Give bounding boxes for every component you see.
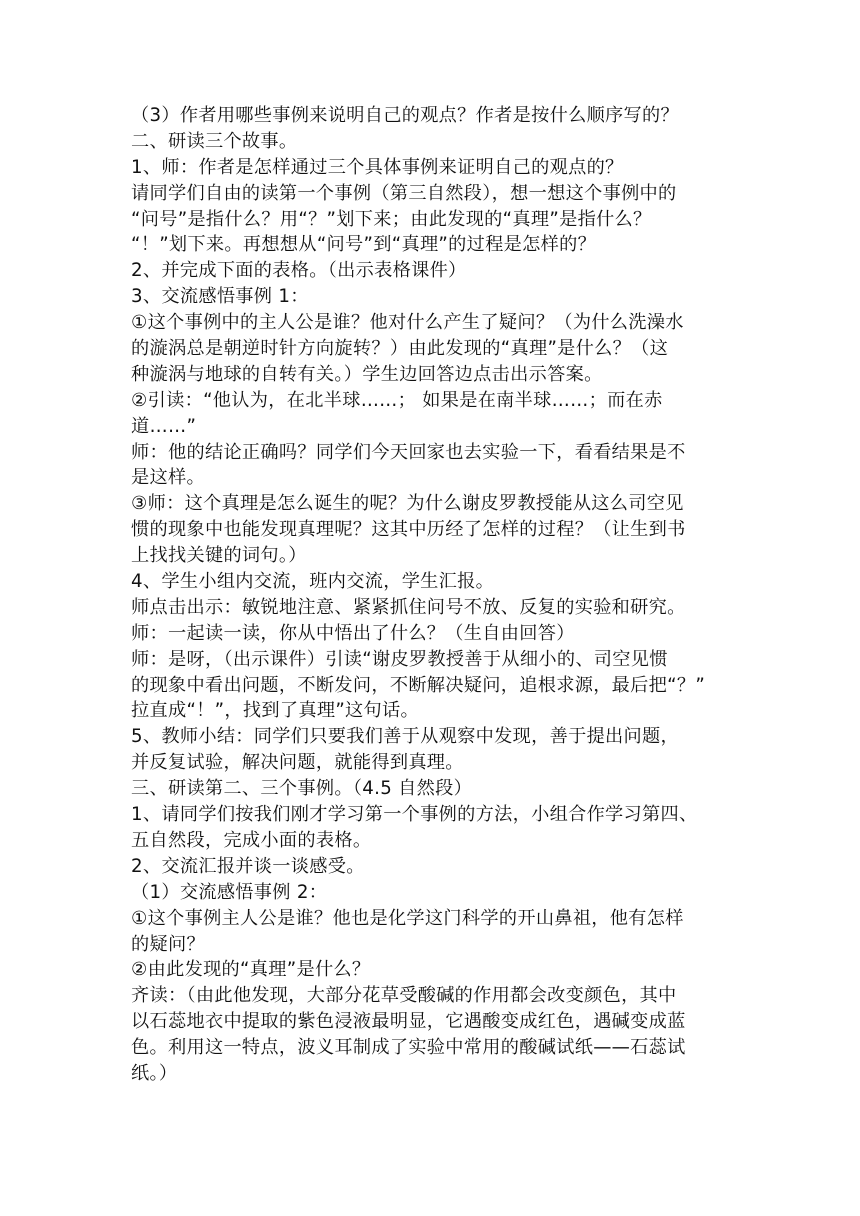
text-line: 3、交流感悟事例 1：	[131, 286, 309, 308]
text-line: 的漩涡总是朝逆时针方向旋转？）由此发现的“真理”是什么？（这	[131, 338, 669, 360]
text-line: “！”划下来。再想想从“问号”到“真理”的过程是怎样的？	[131, 234, 597, 256]
text-line: 师：一起读一读，你从中悟出了什么？（生自由回答）	[131, 622, 575, 644]
text-line: 的现象中看出问题，不断发问，不断解决疑问，追根求源，最后把“？”	[131, 674, 706, 696]
text-line: 纸。）	[131, 1062, 178, 1084]
section-heading: 三、研读第二、三个事例。（4.5 自然段）	[131, 778, 473, 800]
section-heading: 二、研读三个故事。	[131, 130, 298, 152]
text-line: 师：是呀，（出示课件）引读“谢皮罗教授善于从细小的、司空见惯	[131, 648, 668, 670]
text-line: 5、教师小结：同学们只要我们善于从观察中发现，善于提出问题，	[131, 726, 680, 748]
lesson-plan-text	[131, 103, 731, 1087]
text-line: 2、并完成下面的表格。（出示表格课件）	[131, 260, 467, 282]
text-line: （1）交流感悟事例 2：	[131, 881, 328, 903]
text-line: 道……”	[131, 415, 197, 437]
text-line: 以石蕊地衣中提取的紫色浸液最明显，它遇酸变成红色，遇碱变成蓝	[131, 1011, 686, 1033]
text-line: 的疑问？	[131, 933, 205, 955]
text-line: 请同学们自由的读第一个事例（第三自然段），想一想这个事例中的	[131, 182, 677, 204]
text-line: 齐读：（由此他发现，大部分花草受酸碱的作用都会改变颜色，其中	[131, 985, 677, 1007]
text-line: 是这样。	[131, 467, 205, 489]
text-line: ①这个事例主人公是谁？他也是化学这门科学的开山鼻祖，他有怎样	[131, 907, 684, 929]
text-line: ①这个事例中的主人公是谁？他对什么产生了疑问？（为什么洗澡水	[131, 312, 684, 334]
text-line: 惯的现象中也能发现真理呢？这其中历经了怎样的过程？（让生到书	[131, 519, 686, 541]
text-line: 并反复试验，解决问题，就能得到真理。	[131, 752, 464, 774]
text-line: （3）作者用哪些事例来说明自己的观点？作者是按什么顺序写的？	[131, 105, 680, 126]
text-line: ③师：这个真理是怎么诞生的呢？为什么谢皮罗教授能从这么司空见	[131, 493, 684, 515]
text-line: 色。利用这一特点，波义耳制成了实验中常用的酸碱试纸——石蕊试	[131, 1037, 686, 1059]
text-line: 师点击出示：敏锐地注意、紧紧抓住问号不放、反复的实验和研究。	[131, 596, 686, 618]
text-line: 师：他的结论正确吗？同学们今天回家也去实验一下，看看结果是不	[131, 441, 686, 463]
text-line: 4、学生小组内交流，班内交流，学生汇报。	[131, 571, 495, 593]
text-line: 1、请同学们按我们刚才学习第一个事例的方法，小组合作学习第四、	[131, 804, 698, 826]
text-line: “问号”是指什么？用“？”划下来；由此发现的“真理”是指什么？	[131, 208, 652, 230]
text-line: 2、交流汇报并谈一谈感受。	[131, 855, 365, 877]
text-line: ②引读：“他认为，在北半球……； 如果是在南半球……；而在赤	[131, 389, 663, 411]
text-line: 种漩涡与地球的自转有关。）学生边回答边点击出示答案。	[131, 363, 603, 385]
text-line: 五自然段，完成小面的表格。	[131, 829, 372, 851]
text-line: 1、师：作者是怎样通过三个具体事例来证明自己的观点的？	[131, 156, 624, 178]
text-line: 上找找关键的词句。）	[131, 545, 307, 567]
text-line: 拉直成“！”，找到了真理”这句话。	[131, 700, 419, 722]
text-line: ②由此发现的“真理”是什么？	[131, 959, 371, 981]
